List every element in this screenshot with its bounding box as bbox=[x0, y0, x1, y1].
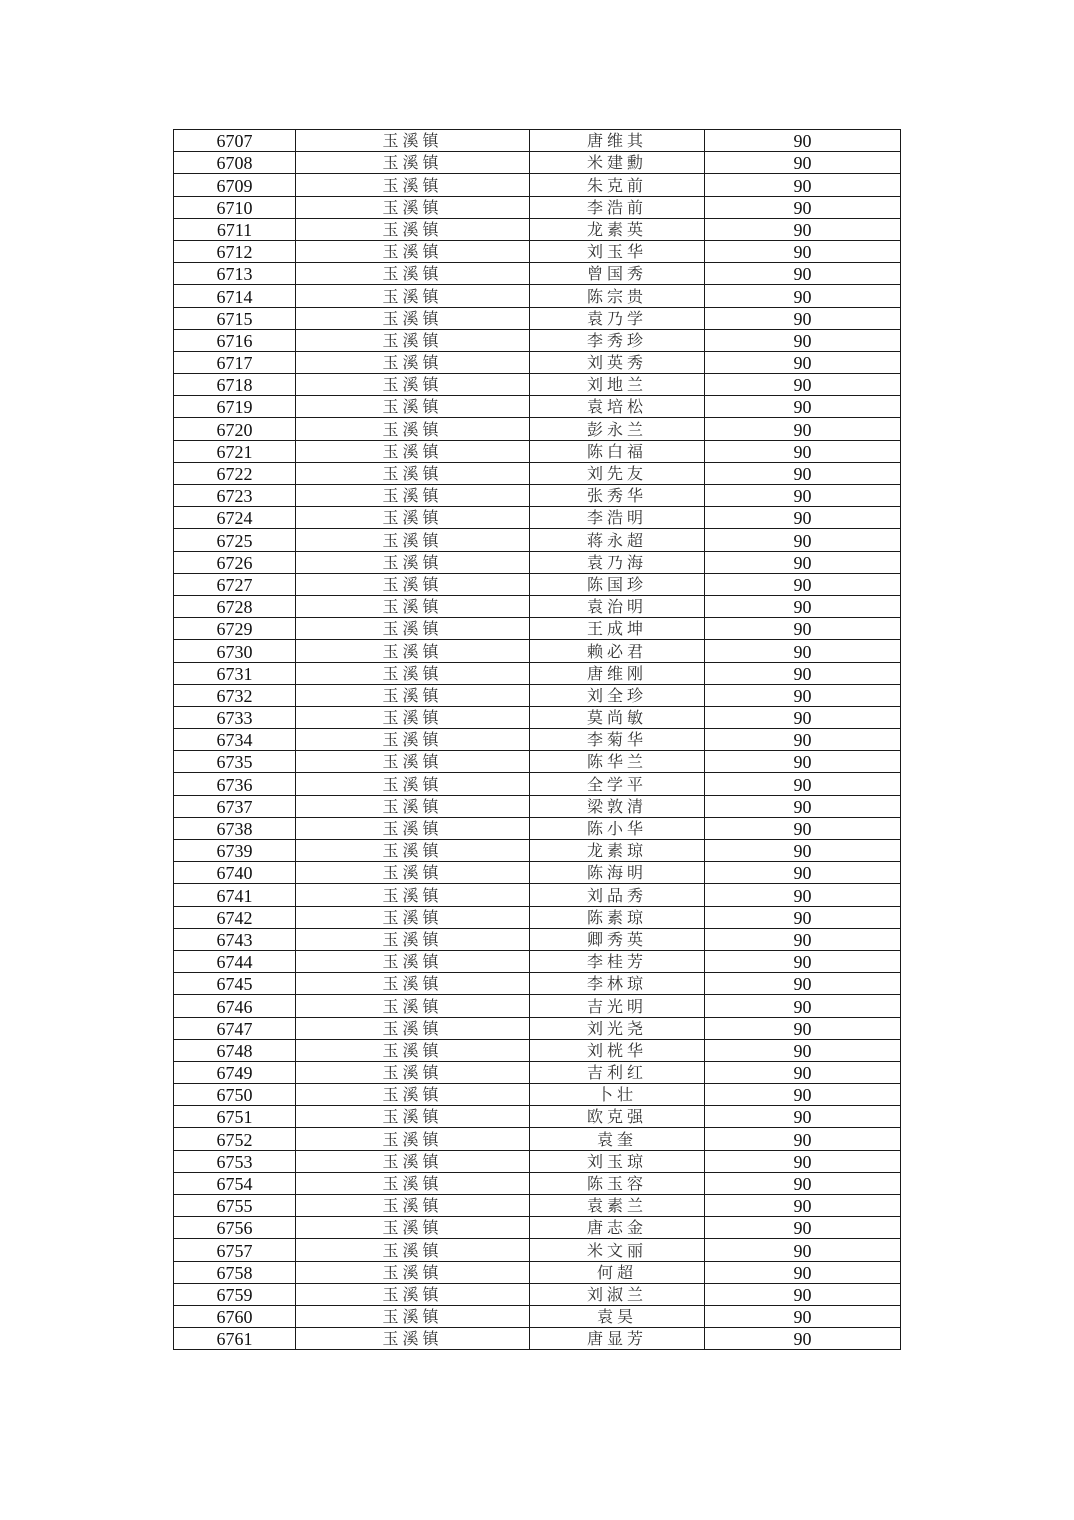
table-row bbox=[174, 950, 901, 972]
town-cell: 玉溪镇 bbox=[296, 973, 530, 995]
row-id-cell: 6761 bbox=[174, 1328, 296, 1350]
town-cell: 玉溪镇 bbox=[296, 684, 530, 706]
town-cell: 玉溪镇 bbox=[296, 640, 530, 662]
table-row bbox=[174, 1305, 901, 1327]
amount-cell: 90 bbox=[705, 950, 901, 972]
row-id-cell: 6746 bbox=[174, 995, 296, 1017]
town-cell: 玉溪镇 bbox=[296, 551, 530, 573]
row-id-cell: 6741 bbox=[174, 884, 296, 906]
name-cell: 陈玉容 bbox=[530, 1172, 705, 1194]
amount-cell: 90 bbox=[705, 995, 901, 1017]
amount-cell: 90 bbox=[705, 729, 901, 751]
row-id-cell: 6708 bbox=[174, 152, 296, 174]
table-row bbox=[174, 396, 901, 418]
row-id-cell: 6730 bbox=[174, 640, 296, 662]
amount-cell: 90 bbox=[705, 928, 901, 950]
table-row bbox=[174, 418, 901, 440]
row-id-cell: 6739 bbox=[174, 840, 296, 862]
name-cell: 李浩明 bbox=[530, 507, 705, 529]
row-id-cell: 6712 bbox=[174, 240, 296, 262]
name-cell: 刘地兰 bbox=[530, 374, 705, 396]
town-cell: 玉溪镇 bbox=[296, 995, 530, 1017]
row-id-cell: 6726 bbox=[174, 551, 296, 573]
row-id-cell: 6743 bbox=[174, 928, 296, 950]
amount-cell: 90 bbox=[705, 684, 901, 706]
amount-cell: 90 bbox=[705, 1217, 901, 1239]
row-id-cell: 6709 bbox=[174, 174, 296, 196]
amount-cell: 90 bbox=[705, 329, 901, 351]
table-row bbox=[174, 906, 901, 928]
row-id-cell: 6740 bbox=[174, 862, 296, 884]
table-row bbox=[174, 374, 901, 396]
name-cell: 蒋永超 bbox=[530, 529, 705, 551]
name-cell: 龙素英 bbox=[530, 218, 705, 240]
name-cell: 李林琼 bbox=[530, 973, 705, 995]
amount-cell: 90 bbox=[705, 906, 901, 928]
name-cell: 袁治明 bbox=[530, 595, 705, 617]
table-row bbox=[174, 218, 901, 240]
table-row bbox=[174, 1283, 901, 1305]
town-cell: 玉溪镇 bbox=[296, 662, 530, 684]
table-row bbox=[174, 285, 901, 307]
amount-cell: 90 bbox=[705, 351, 901, 373]
name-cell: 卜壮 bbox=[530, 1084, 705, 1106]
name-cell: 朱克前 bbox=[530, 174, 705, 196]
name-cell: 陈白福 bbox=[530, 440, 705, 462]
town-cell: 玉溪镇 bbox=[296, 884, 530, 906]
amount-cell: 90 bbox=[705, 595, 901, 617]
row-id-cell: 6716 bbox=[174, 329, 296, 351]
name-cell: 陈海明 bbox=[530, 862, 705, 884]
town-cell: 玉溪镇 bbox=[296, 795, 530, 817]
amount-cell: 90 bbox=[705, 1283, 901, 1305]
table-row bbox=[174, 1150, 901, 1172]
name-cell: 李秀珍 bbox=[530, 329, 705, 351]
name-cell: 龙素琼 bbox=[530, 840, 705, 862]
table-row bbox=[174, 1172, 901, 1194]
table-row bbox=[174, 240, 901, 262]
amount-cell: 90 bbox=[705, 218, 901, 240]
amount-cell: 90 bbox=[705, 1039, 901, 1061]
table-row bbox=[174, 795, 901, 817]
row-id-cell: 6742 bbox=[174, 906, 296, 928]
name-cell: 王成坤 bbox=[530, 618, 705, 640]
name-cell: 袁乃学 bbox=[530, 307, 705, 329]
row-id-cell: 6725 bbox=[174, 529, 296, 551]
table-row bbox=[174, 618, 901, 640]
row-id-cell: 6753 bbox=[174, 1150, 296, 1172]
amount-cell: 90 bbox=[705, 285, 901, 307]
town-cell: 玉溪镇 bbox=[296, 1328, 530, 1350]
table-row bbox=[174, 1017, 901, 1039]
town-cell: 玉溪镇 bbox=[296, 418, 530, 440]
table-row bbox=[174, 174, 901, 196]
table-row bbox=[174, 595, 901, 617]
amount-cell: 90 bbox=[705, 307, 901, 329]
table-row bbox=[174, 1239, 901, 1261]
town-cell: 玉溪镇 bbox=[296, 840, 530, 862]
town-cell: 玉溪镇 bbox=[296, 1172, 530, 1194]
row-id-cell: 6707 bbox=[174, 130, 296, 152]
row-id-cell: 6721 bbox=[174, 440, 296, 462]
table-row bbox=[174, 862, 901, 884]
table-row bbox=[174, 440, 901, 462]
table-row bbox=[174, 928, 901, 950]
amount-cell: 90 bbox=[705, 1305, 901, 1327]
row-id-cell: 6757 bbox=[174, 1239, 296, 1261]
name-cell: 陈国珍 bbox=[530, 573, 705, 595]
town-cell: 玉溪镇 bbox=[296, 329, 530, 351]
name-cell: 陈小华 bbox=[530, 817, 705, 839]
town-cell: 玉溪镇 bbox=[296, 440, 530, 462]
row-id-cell: 6756 bbox=[174, 1217, 296, 1239]
document-page bbox=[173, 129, 901, 1350]
table-row bbox=[174, 817, 901, 839]
amount-cell: 90 bbox=[705, 795, 901, 817]
row-id-cell: 6734 bbox=[174, 729, 296, 751]
table-row bbox=[174, 462, 901, 484]
row-id-cell: 6752 bbox=[174, 1128, 296, 1150]
amount-cell: 90 bbox=[705, 817, 901, 839]
town-cell: 玉溪镇 bbox=[296, 1239, 530, 1261]
amount-cell: 90 bbox=[705, 1128, 901, 1150]
town-cell: 玉溪镇 bbox=[296, 1283, 530, 1305]
name-cell: 米建勳 bbox=[530, 152, 705, 174]
amount-cell: 90 bbox=[705, 840, 901, 862]
row-id-cell: 6719 bbox=[174, 396, 296, 418]
table-row bbox=[174, 485, 901, 507]
name-cell: 赖必君 bbox=[530, 640, 705, 662]
town-cell: 玉溪镇 bbox=[296, 130, 530, 152]
town-cell: 玉溪镇 bbox=[296, 1305, 530, 1327]
table-row bbox=[174, 351, 901, 373]
amount-cell: 90 bbox=[705, 152, 901, 174]
town-cell: 玉溪镇 bbox=[296, 595, 530, 617]
row-id-cell: 6710 bbox=[174, 196, 296, 218]
town-cell: 玉溪镇 bbox=[296, 1261, 530, 1283]
amount-cell: 90 bbox=[705, 374, 901, 396]
town-cell: 玉溪镇 bbox=[296, 196, 530, 218]
amount-cell: 90 bbox=[705, 418, 901, 440]
name-cell: 刘英秀 bbox=[530, 351, 705, 373]
row-id-cell: 6751 bbox=[174, 1106, 296, 1128]
table-row bbox=[174, 973, 901, 995]
town-cell: 玉溪镇 bbox=[296, 374, 530, 396]
row-id-cell: 6733 bbox=[174, 706, 296, 728]
name-cell: 袁乃海 bbox=[530, 551, 705, 573]
amount-cell: 90 bbox=[705, 462, 901, 484]
town-cell: 玉溪镇 bbox=[296, 307, 530, 329]
amount-cell: 90 bbox=[705, 529, 901, 551]
town-cell: 玉溪镇 bbox=[296, 351, 530, 373]
town-cell: 玉溪镇 bbox=[296, 751, 530, 773]
amount-cell: 90 bbox=[705, 973, 901, 995]
table-row bbox=[174, 1328, 901, 1350]
name-cell: 刘品秀 bbox=[530, 884, 705, 906]
table-row bbox=[174, 1128, 901, 1150]
table-row bbox=[174, 706, 901, 728]
table-row bbox=[174, 640, 901, 662]
name-cell: 全学平 bbox=[530, 773, 705, 795]
row-id-cell: 6744 bbox=[174, 950, 296, 972]
name-cell: 刘淑兰 bbox=[530, 1283, 705, 1305]
town-cell: 玉溪镇 bbox=[296, 618, 530, 640]
amount-cell: 90 bbox=[705, 1172, 901, 1194]
amount-cell: 90 bbox=[705, 507, 901, 529]
row-id-cell: 6729 bbox=[174, 618, 296, 640]
table-row bbox=[174, 773, 901, 795]
row-id-cell: 6747 bbox=[174, 1017, 296, 1039]
row-id-cell: 6724 bbox=[174, 507, 296, 529]
table-row bbox=[174, 840, 901, 862]
name-cell: 袁培松 bbox=[530, 396, 705, 418]
name-cell: 彭永兰 bbox=[530, 418, 705, 440]
town-cell: 玉溪镇 bbox=[296, 462, 530, 484]
name-cell: 梁敦清 bbox=[530, 795, 705, 817]
table-row bbox=[174, 1217, 901, 1239]
name-cell: 曾国秀 bbox=[530, 263, 705, 285]
row-id-cell: 6713 bbox=[174, 263, 296, 285]
row-id-cell: 6759 bbox=[174, 1283, 296, 1305]
amount-cell: 90 bbox=[705, 884, 901, 906]
name-cell: 何超 bbox=[530, 1261, 705, 1283]
town-cell: 玉溪镇 bbox=[296, 706, 530, 728]
amount-cell: 90 bbox=[705, 1150, 901, 1172]
row-id-cell: 6714 bbox=[174, 285, 296, 307]
town-cell: 玉溪镇 bbox=[296, 174, 530, 196]
name-cell: 米文丽 bbox=[530, 1239, 705, 1261]
amount-cell: 90 bbox=[705, 662, 901, 684]
table-row bbox=[174, 1061, 901, 1083]
town-cell: 玉溪镇 bbox=[296, 1128, 530, 1150]
town-cell: 玉溪镇 bbox=[296, 285, 530, 307]
row-id-cell: 6735 bbox=[174, 751, 296, 773]
town-cell: 玉溪镇 bbox=[296, 1217, 530, 1239]
name-cell: 唐维刚 bbox=[530, 662, 705, 684]
table-row bbox=[174, 551, 901, 573]
data-table bbox=[173, 129, 901, 1350]
name-cell: 刘玉华 bbox=[530, 240, 705, 262]
name-cell: 刘先友 bbox=[530, 462, 705, 484]
table-row bbox=[174, 995, 901, 1017]
row-id-cell: 6737 bbox=[174, 795, 296, 817]
row-id-cell: 6720 bbox=[174, 418, 296, 440]
table-body bbox=[174, 130, 901, 1350]
town-cell: 玉溪镇 bbox=[296, 1150, 530, 1172]
row-id-cell: 6722 bbox=[174, 462, 296, 484]
amount-cell: 90 bbox=[705, 485, 901, 507]
name-cell: 袁素兰 bbox=[530, 1195, 705, 1217]
amount-cell: 90 bbox=[705, 1084, 901, 1106]
name-cell: 莫尚敏 bbox=[530, 706, 705, 728]
row-id-cell: 6755 bbox=[174, 1195, 296, 1217]
amount-cell: 90 bbox=[705, 751, 901, 773]
table-row bbox=[174, 263, 901, 285]
name-cell: 吉利红 bbox=[530, 1061, 705, 1083]
row-id-cell: 6749 bbox=[174, 1061, 296, 1083]
town-cell: 玉溪镇 bbox=[296, 1061, 530, 1083]
town-cell: 玉溪镇 bbox=[296, 573, 530, 595]
table-row bbox=[174, 1084, 901, 1106]
name-cell: 李桂芳 bbox=[530, 950, 705, 972]
table-row bbox=[174, 152, 901, 174]
town-cell: 玉溪镇 bbox=[296, 529, 530, 551]
name-cell: 袁奎 bbox=[530, 1128, 705, 1150]
amount-cell: 90 bbox=[705, 551, 901, 573]
amount-cell: 90 bbox=[705, 862, 901, 884]
town-cell: 玉溪镇 bbox=[296, 507, 530, 529]
row-id-cell: 6745 bbox=[174, 973, 296, 995]
amount-cell: 90 bbox=[705, 573, 901, 595]
amount-cell: 90 bbox=[705, 130, 901, 152]
town-cell: 玉溪镇 bbox=[296, 1106, 530, 1128]
amount-cell: 90 bbox=[705, 618, 901, 640]
town-cell: 玉溪镇 bbox=[296, 862, 530, 884]
name-cell: 欧克强 bbox=[530, 1106, 705, 1128]
row-id-cell: 6715 bbox=[174, 307, 296, 329]
table-row bbox=[174, 196, 901, 218]
table-row bbox=[174, 307, 901, 329]
amount-cell: 90 bbox=[705, 773, 901, 795]
amount-cell: 90 bbox=[705, 1195, 901, 1217]
town-cell: 玉溪镇 bbox=[296, 906, 530, 928]
table-row bbox=[174, 1195, 901, 1217]
town-cell: 玉溪镇 bbox=[296, 263, 530, 285]
row-id-cell: 6732 bbox=[174, 684, 296, 706]
town-cell: 玉溪镇 bbox=[296, 950, 530, 972]
row-id-cell: 6718 bbox=[174, 374, 296, 396]
name-cell: 李菊华 bbox=[530, 729, 705, 751]
amount-cell: 90 bbox=[705, 396, 901, 418]
table-row bbox=[174, 751, 901, 773]
row-id-cell: 6748 bbox=[174, 1039, 296, 1061]
table-row bbox=[174, 507, 901, 529]
row-id-cell: 6711 bbox=[174, 218, 296, 240]
table-row bbox=[174, 1039, 901, 1061]
amount-cell: 90 bbox=[705, 1061, 901, 1083]
name-cell: 唐显芳 bbox=[530, 1328, 705, 1350]
name-cell: 唐志金 bbox=[530, 1217, 705, 1239]
town-cell: 玉溪镇 bbox=[296, 773, 530, 795]
name-cell: 袁昊 bbox=[530, 1305, 705, 1327]
row-id-cell: 6738 bbox=[174, 817, 296, 839]
town-cell: 玉溪镇 bbox=[296, 928, 530, 950]
row-id-cell: 6750 bbox=[174, 1084, 296, 1106]
amount-cell: 90 bbox=[705, 196, 901, 218]
name-cell: 刘玉琼 bbox=[530, 1150, 705, 1172]
amount-cell: 90 bbox=[705, 640, 901, 662]
town-cell: 玉溪镇 bbox=[296, 240, 530, 262]
town-cell: 玉溪镇 bbox=[296, 1017, 530, 1039]
town-cell: 玉溪镇 bbox=[296, 729, 530, 751]
town-cell: 玉溪镇 bbox=[296, 1039, 530, 1061]
row-id-cell: 6727 bbox=[174, 573, 296, 595]
town-cell: 玉溪镇 bbox=[296, 1195, 530, 1217]
amount-cell: 90 bbox=[705, 1106, 901, 1128]
amount-cell: 90 bbox=[705, 440, 901, 462]
town-cell: 玉溪镇 bbox=[296, 1084, 530, 1106]
table-row bbox=[174, 573, 901, 595]
name-cell: 卿秀英 bbox=[530, 928, 705, 950]
town-cell: 玉溪镇 bbox=[296, 218, 530, 240]
name-cell: 陈华兰 bbox=[530, 751, 705, 773]
name-cell: 吉光明 bbox=[530, 995, 705, 1017]
row-id-cell: 6754 bbox=[174, 1172, 296, 1194]
amount-cell: 90 bbox=[705, 1261, 901, 1283]
table-row bbox=[174, 329, 901, 351]
name-cell: 刘光尧 bbox=[530, 1017, 705, 1039]
town-cell: 玉溪镇 bbox=[296, 817, 530, 839]
row-id-cell: 6736 bbox=[174, 773, 296, 795]
name-cell: 陈素琼 bbox=[530, 906, 705, 928]
amount-cell: 90 bbox=[705, 1328, 901, 1350]
amount-cell: 90 bbox=[705, 1017, 901, 1039]
name-cell: 陈宗贵 bbox=[530, 285, 705, 307]
row-id-cell: 6728 bbox=[174, 595, 296, 617]
name-cell: 李浩前 bbox=[530, 196, 705, 218]
name-cell: 唐维其 bbox=[530, 130, 705, 152]
table-row bbox=[174, 884, 901, 906]
name-cell: 张秀华 bbox=[530, 485, 705, 507]
row-id-cell: 6731 bbox=[174, 662, 296, 684]
table-row bbox=[174, 684, 901, 706]
amount-cell: 90 bbox=[705, 174, 901, 196]
amount-cell: 90 bbox=[705, 706, 901, 728]
amount-cell: 90 bbox=[705, 263, 901, 285]
row-id-cell: 6723 bbox=[174, 485, 296, 507]
table-row bbox=[174, 529, 901, 551]
table-row bbox=[174, 130, 901, 152]
name-cell: 刘全珍 bbox=[530, 684, 705, 706]
name-cell: 刘桄华 bbox=[530, 1039, 705, 1061]
row-id-cell: 6760 bbox=[174, 1305, 296, 1327]
amount-cell: 90 bbox=[705, 1239, 901, 1261]
amount-cell: 90 bbox=[705, 240, 901, 262]
town-cell: 玉溪镇 bbox=[296, 396, 530, 418]
town-cell: 玉溪镇 bbox=[296, 485, 530, 507]
row-id-cell: 6758 bbox=[174, 1261, 296, 1283]
table-row bbox=[174, 662, 901, 684]
table-row bbox=[174, 1261, 901, 1283]
row-id-cell: 6717 bbox=[174, 351, 296, 373]
table-row bbox=[174, 1106, 901, 1128]
town-cell: 玉溪镇 bbox=[296, 152, 530, 174]
table-row bbox=[174, 729, 901, 751]
